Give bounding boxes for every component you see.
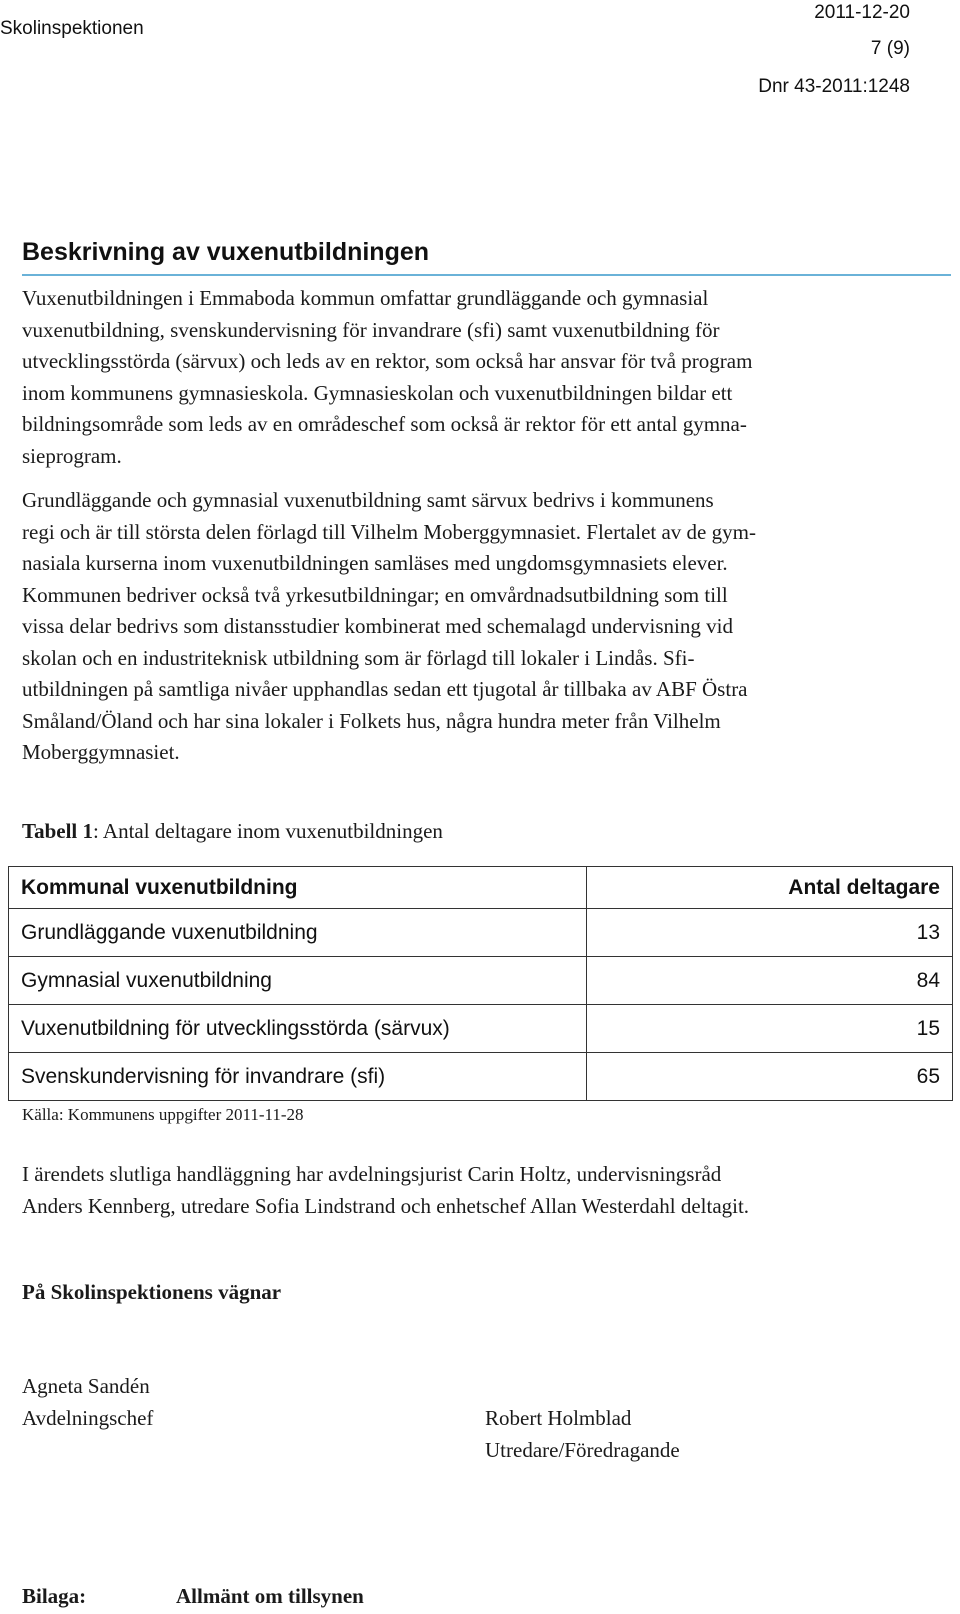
paragraph-line: regi och är till största delen förlagd till Vilhelm Moberggymnasiet. Flertalet av de gym- xyxy=(22,519,756,544)
participants-table xyxy=(8,866,953,1101)
table-cell-name: Svenskundervisning för invandrare (sfi) xyxy=(9,1053,587,1101)
paragraph-line: Moberggymnasiet. xyxy=(22,740,180,764)
paragraph-line: vissa delar bedrivs som distansstudier kombinerat med schemalagd undervisning vid xyxy=(22,614,733,638)
paragraph-line: Kommunen bedriver också två yrkesutbildningar; en omvårdnadsutbildning som till xyxy=(22,582,728,607)
paragraph-line: Vuxenutbildningen i Emmaboda kommun omfattar grundläggande och gymnasial xyxy=(22,286,709,310)
table-cell-name: Grundläggande vuxenutbildning xyxy=(9,909,587,957)
table-header-cell: Antal deltagare xyxy=(587,867,953,909)
section-heading: Beskrivning av vuxenutbildningen xyxy=(22,238,430,266)
paragraph-line: I ärendets slutliga handläggning har avdelningsjurist Carin Holtz, undervisningsråd xyxy=(22,1162,722,1186)
attachment-label: Bilaga: xyxy=(22,1584,87,1608)
table-header-cell: Kommunal vuxenutbildning xyxy=(9,867,587,909)
table-cell-value: 13 xyxy=(587,909,953,957)
paragraph-line: nasiala kurserna inom vuxenutbildningen samläses med ungdomsgymnasiets elever. xyxy=(22,551,728,575)
paragraph-line: inom kommunens gymnasieskola. Gymnasieskolan och vuxenutbildningen bildar ett xyxy=(22,380,733,405)
table-caption-label: Tabell 1 xyxy=(22,819,93,843)
table-row xyxy=(9,909,953,957)
header-date: 2011-12-20 xyxy=(814,2,910,23)
paragraph-line: utvecklingsstörda (särvux) och leds av en rektor, som också har ansvar för två program xyxy=(22,349,753,373)
signatory-2-title: Utredare/Föredragande xyxy=(485,1438,680,1462)
table-row xyxy=(9,1005,953,1053)
table-cell-value: 65 xyxy=(587,1053,953,1101)
paragraph-line: vuxenutbildning, svenskundervisning för invandrare (sfi) samt vuxenutbildning för xyxy=(22,317,720,342)
header-page-number: 7 (9) xyxy=(870,38,910,59)
attachment-value: Allmänt om tillsynen xyxy=(176,1584,364,1608)
table-source: Källa: Kommunens uppgifter 2011-11-28 xyxy=(22,1105,304,1124)
paragraph-line: Småland/Öland och har sina lokaler i Folkets hus, några hundra meter från Vilhelm xyxy=(22,708,721,733)
signatory-1-title: Avdelningschef xyxy=(22,1406,154,1430)
table-cell-value: 15 xyxy=(587,1005,953,1053)
table-caption xyxy=(22,819,443,844)
table-caption-text: : Antal deltagare inom vuxenutbildningen xyxy=(93,819,443,843)
paragraph-line: Grundläggande och gymnasial vuxenutbildning samt särvux bedrivs i kommunens xyxy=(22,488,714,512)
heading-rule xyxy=(22,274,951,276)
paragraph-organisation xyxy=(22,485,756,769)
table-cell-name: Vuxenutbildning för utvecklingsstörda (särvux) xyxy=(9,1005,587,1053)
paragraph-line: sieprogram. xyxy=(22,443,122,468)
paragraph-line: utbildningen på samtliga nivåer upphandlas sedan ett tjugotal år tillbaka av ABF Östra xyxy=(22,677,748,701)
table-header-row xyxy=(9,867,953,909)
table-row xyxy=(9,1053,953,1101)
header-org: Skolinspektionen xyxy=(0,18,144,39)
header-dnr: Dnr 43-2011:1248 xyxy=(758,76,910,97)
table-row xyxy=(9,957,953,1005)
paragraph-description xyxy=(22,283,752,472)
paragraph-line: bildningsområde som leds av en områdeschef som också är rektor för ett antal gymna- xyxy=(22,412,747,436)
table-cell-value: 84 xyxy=(587,957,953,1005)
signoff: På Skolinspektionens vägnar xyxy=(22,1280,282,1304)
signatory-1-name: Agneta Sandén xyxy=(22,1374,150,1398)
paragraph-line: Anders Kennberg, utredare Sofia Lindstrand och enhetschef Allan Westerdahl deltagit. xyxy=(22,1193,750,1218)
paragraph-participants xyxy=(22,1159,749,1222)
signatory-2-name: Robert Holmblad xyxy=(485,1406,632,1430)
table-cell-name: Gymnasial vuxenutbildning xyxy=(9,957,587,1005)
paragraph-line: skolan och en industriteknisk utbildning som är förlagd till lokaler i Lindås. Sfi- xyxy=(22,645,695,670)
